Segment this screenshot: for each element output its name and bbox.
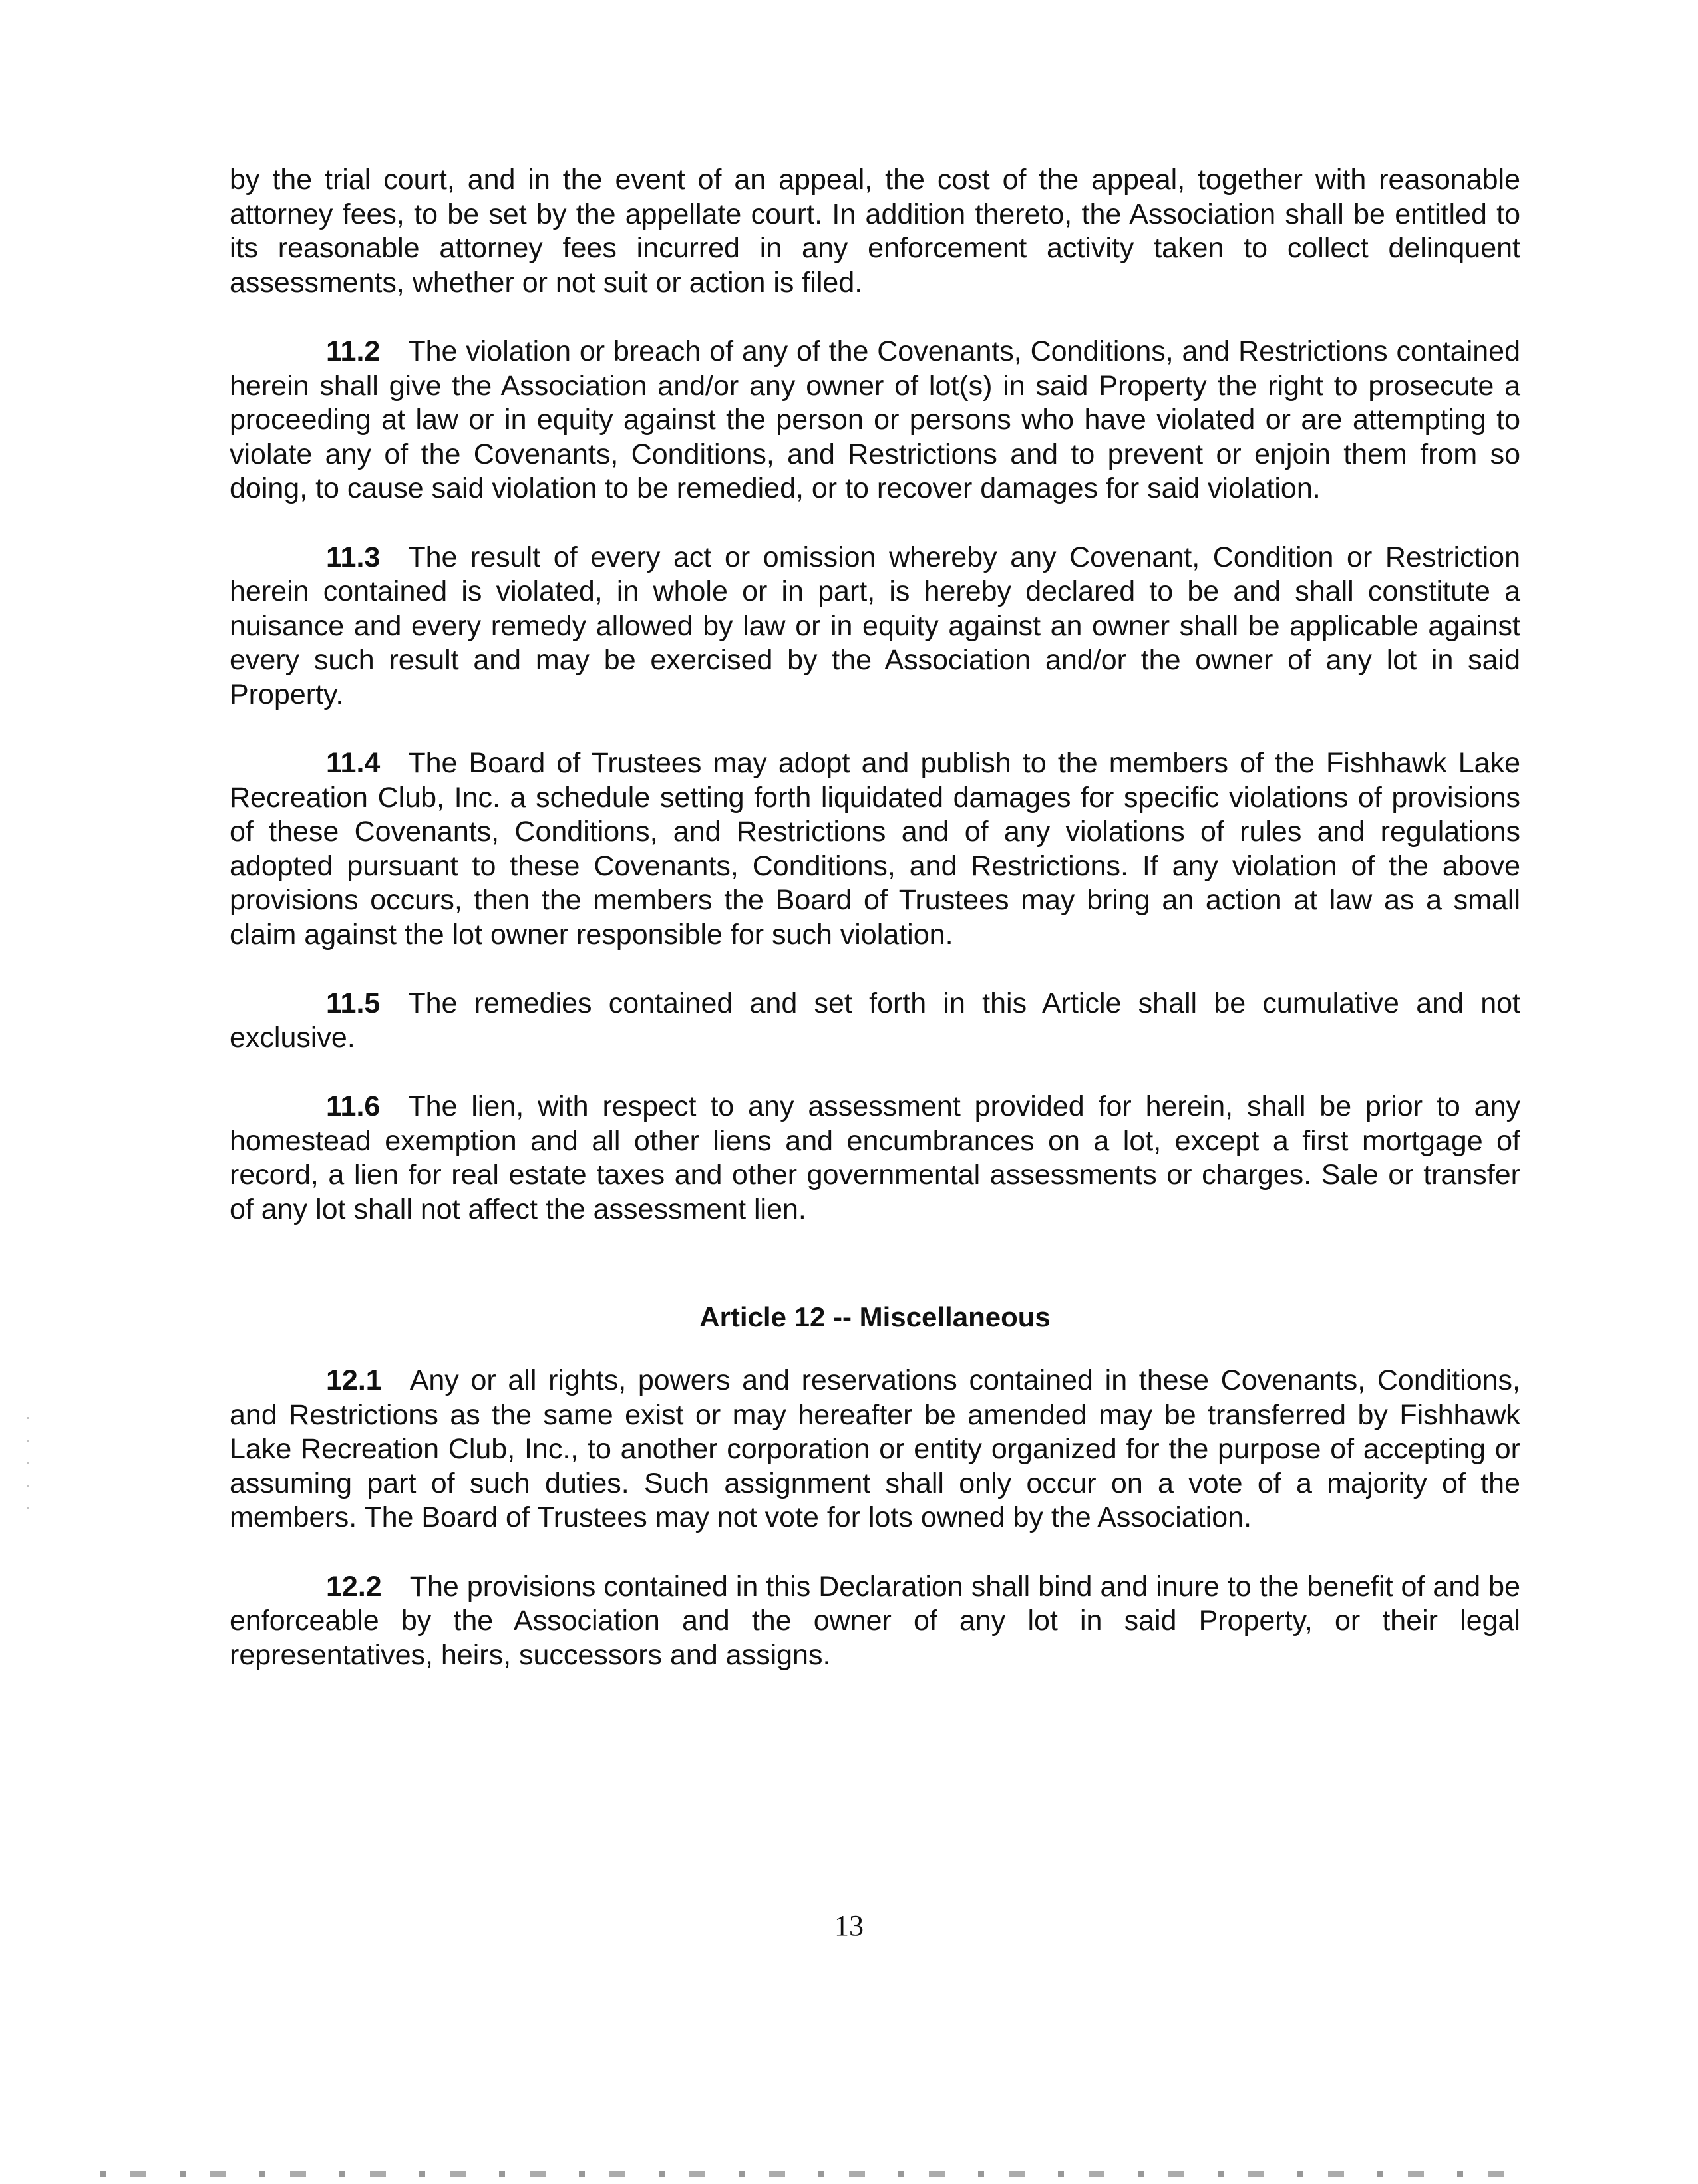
paragraph-text: Any or all rights, powers and reservations contained in these Covenants, Conditions, and Restrictions as the same exist or may hereafter be amended may be transferred by Fishhawk Lake Recreation Club, Inc., to another corporation or entity organized for the purpose of accepting or assuming part of such duties. Such assignment shall only occur on a vote of a majority of the members. The Board of Trustees may not vote for lots owned by the Association. — [230, 1364, 1520, 1533]
section-number: 11.4 — [326, 747, 381, 779]
document-body — [230, 163, 1520, 1672]
paragraph-text: The result of every act or omission whereby any Covenant, Condition or Restriction herein contained is violated, in whole or in part, is hereby declared to be and shall constitute a nuisance and every remedy allowed by law or in equity against an owner shall be applicable against every such result and may be exercised by the Association and/or the owner of any lot in said Property. — [230, 541, 1520, 710]
paragraph-continuation — [230, 163, 1520, 300]
paragraph-text: The remedies contained and set forth in this Article shall be cumulative and not exclusive. — [230, 987, 1520, 1054]
paragraph-text: The Board of Trustees may adopt and publish to the members of the Fishhawk Lake Recreation Club, Inc. a schedule setting forth liquidated damages for specific violations of provisions of these Covenants, Conditions, and Restrictions and of any violations of rules and regulations adopted pursuant to these Covenants, Conditions, and Restrictions. If any violation of the above provisions occurs, then the members the Board of Trustees may bring an action at law as a small claim against the lot owner responsible for such violation. — [230, 747, 1520, 951]
article-heading: Article 12 -- Miscellaneous — [699, 1301, 1051, 1332]
paragraph-11-6 — [230, 1090, 1520, 1227]
section-number: 11.2 — [326, 335, 381, 367]
paragraph-gap — [230, 952, 1520, 987]
paragraph-gap — [230, 300, 1520, 335]
paragraph-11-2 — [230, 335, 1520, 506]
paragraph-gap — [230, 1055, 1520, 1090]
scan-margin-marks — [27, 1417, 29, 1510]
heading-gap — [230, 1227, 1520, 1300]
section-number: 11.5 — [326, 987, 381, 1019]
paragraph-11-5 — [230, 987, 1520, 1055]
paragraph-12-1 — [230, 1364, 1520, 1535]
paragraph-text: The violation or breach of any of the Covenants, Conditions, and Restrictions contained herein shall give the Association and/or any owner of lot(s) in said Property the right to prosecute a proceeding at law or in equity against the person or persons who have violated or are attempting to violate any of the Covenants, Conditions, and Restrictions and to prevent or enjoin them from so doing, to cause said violation to be remedied, or to recover damages for said violation. — [230, 335, 1520, 504]
paragraph-gap — [230, 712, 1520, 746]
section-number: 12.1 — [326, 1364, 382, 1396]
section-number: 12.2 — [326, 1570, 382, 1603]
page-number: 13 — [834, 1909, 864, 1942]
paragraph-11-3 — [230, 541, 1520, 712]
paragraph-gap — [230, 506, 1520, 541]
paragraph-text: by the trial court, and in the event of an appeal, the cost of the appeal, together with reasonable attorney fees, to be set by the appellate court. In addition thereto, the Association shall be entitled to its reasonable attorney fees incurred in any enforcement activity taken to collect delinquent assessments, whether or not suit or action is filed. — [230, 164, 1520, 299]
paragraph-gap — [230, 1535, 1520, 1570]
paragraph-12-2 — [230, 1570, 1520, 1673]
heading-gap — [230, 1334, 1520, 1364]
section-number: 11.6 — [326, 1090, 381, 1122]
section-number: 11.3 — [326, 541, 381, 573]
scan-bottom-artifact — [100, 2171, 1530, 2177]
paragraph-11-4 — [230, 746, 1520, 952]
paragraph-text: The provisions contained in this Declaration shall bind and inure to the benefit of and be enforceable by the Association and the owner of any lot in said Property, or their legal representatives, heirs, successors and assigns. — [230, 1570, 1520, 1671]
paragraph-text: The lien, with respect to any assessment provided for herein, shall be prior to any homestead exemption and all other liens and encumbrances on a lot, except a first mortgage of record, a lien for real estate taxes and other governmental assessments or charges. Sale or transfer of any lot shall not affect the assessment lien. — [230, 1090, 1520, 1225]
